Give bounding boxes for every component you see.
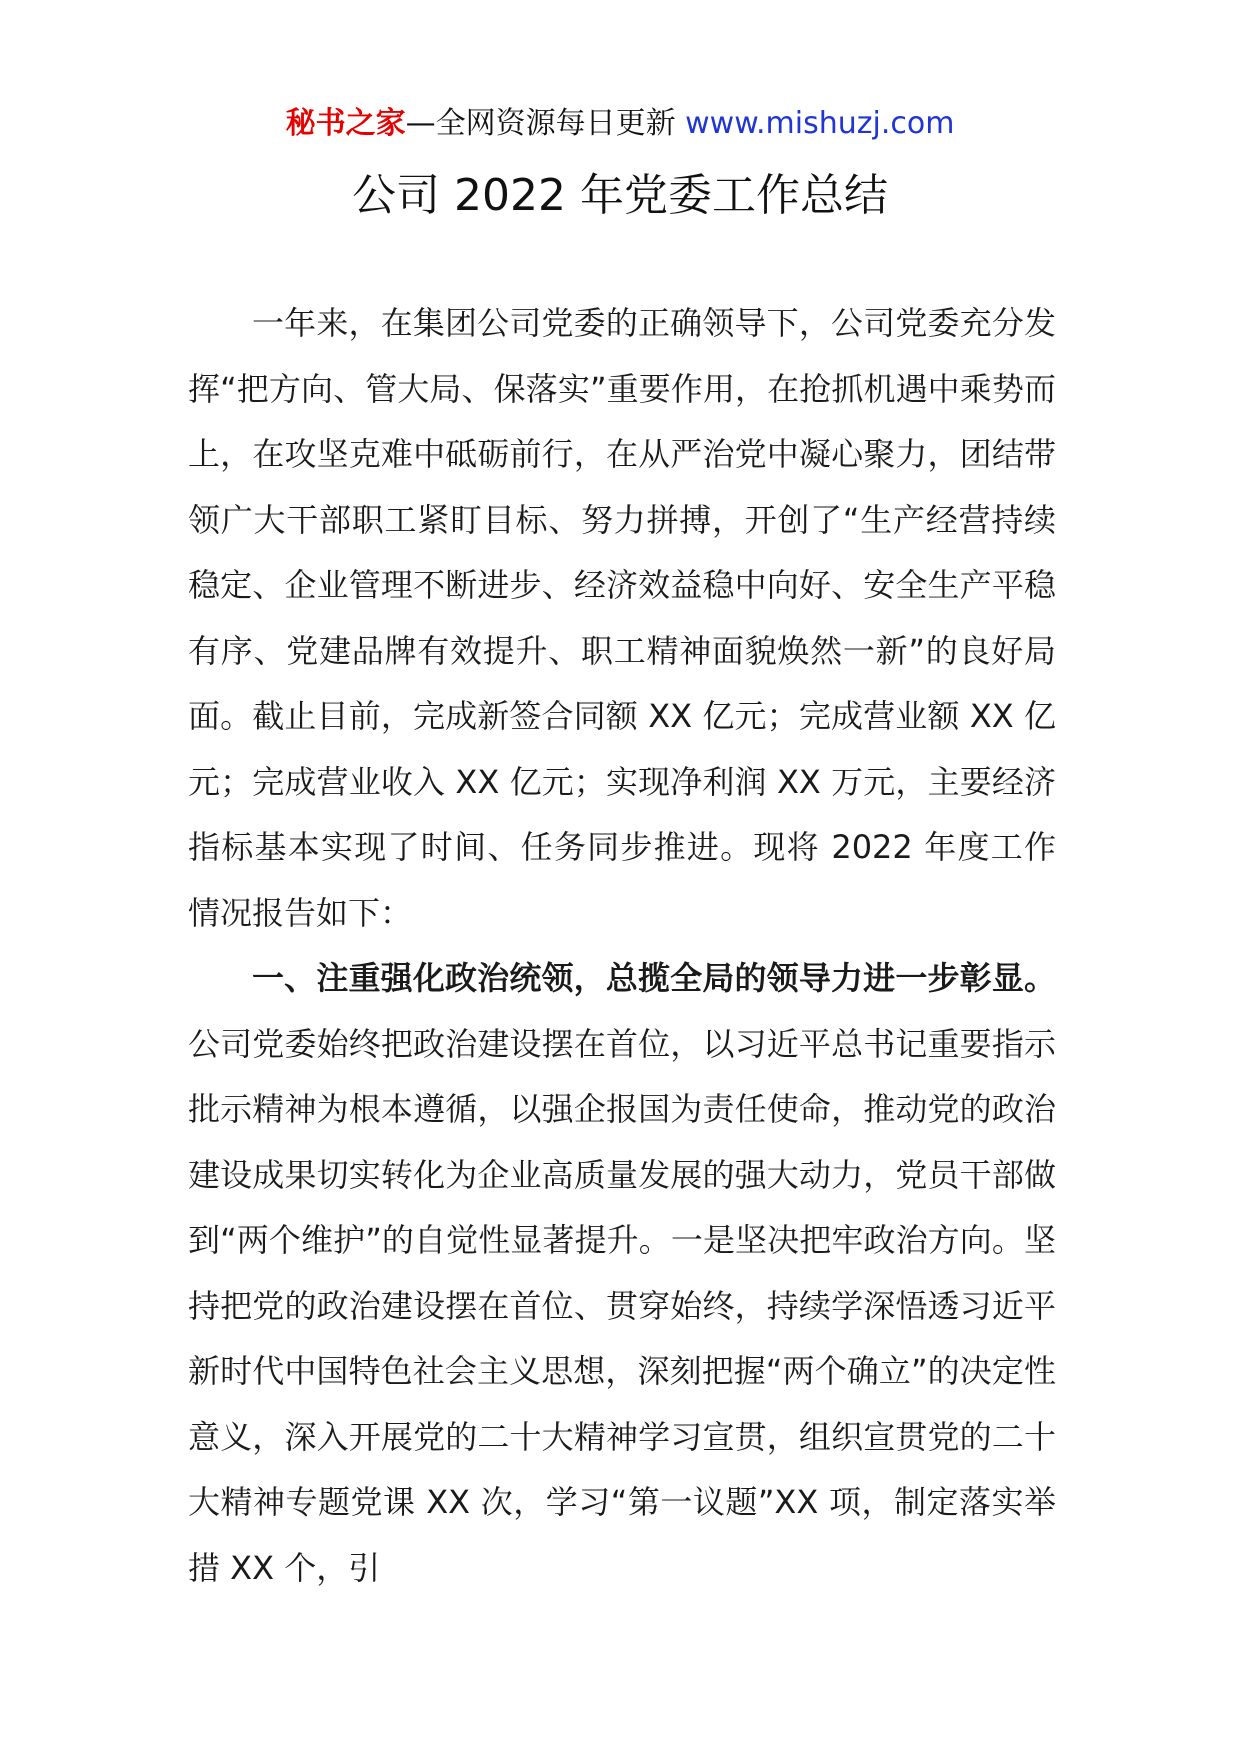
banner-url[interactable]: www.mishuzj.com bbox=[685, 106, 955, 141]
paragraph-text: 公司党委始终把政治建设摆在首位，以习近平总书记重要指示批示精神为根本遵循，以强企报国为责任使命，推动党的政治建设成果切实转化为企业高质量发展的强大动力，党员干部做到“两个维护”的自觉性显著提升。一是坚决把牢政治方向。坚持把党的政治建设摆在首位、贯穿始终，持续学深悟透习近平新时代中国特色社会主义思想，深刻把握“两个确立”的决定性意义，深入开展党的二十大精神学习宣贯，组织宣贯党的二十大精神专题党课 XX 次，学习“第一议题”XX 项，制定落实举措 XX 个，引 bbox=[188, 1024, 1056, 1587]
banner-brand: 秘书之家 bbox=[285, 106, 406, 141]
document-body bbox=[188, 291, 1056, 1601]
paragraph-section-1 bbox=[188, 946, 1056, 1601]
paragraph-lead: 一、注重强化政治统领，总揽全局的领导力进一步彰显。 bbox=[252, 959, 1056, 997]
banner-tagline: —全网资源每日更新 bbox=[405, 106, 686, 141]
paragraph-intro bbox=[188, 291, 1056, 946]
document-title: 公司 2022 年党委工作总结 bbox=[352, 170, 888, 221]
paragraph-text: 一年来，在集团公司党委的正确领导下，公司党委充分发挥“把方向、管大局、保落实”重要作用，在抢抓机遇中乘势而上，在攻坚克难中砥砺前行，在从严治党中凝心聚力，团结带领广大干部职工紧盯目标、努力拼搏，开创了“生产经营持续稳定、企业管理不断进步、经济效益稳中向好、安全生产平稳有序、党建品牌有效提升、职工精神面貌焕然一新”的良好局面。截止目前，完成新签合同额 XX 亿元；完成营业额 XX 亿元；完成营业收入 XX 亿元；实现净利润 XX 万元，主要经济指标基本实现了时间、任务同步推进。现将 2022 年度工作情况报告如下： bbox=[188, 304, 1056, 932]
source-banner bbox=[0, 104, 1240, 144]
